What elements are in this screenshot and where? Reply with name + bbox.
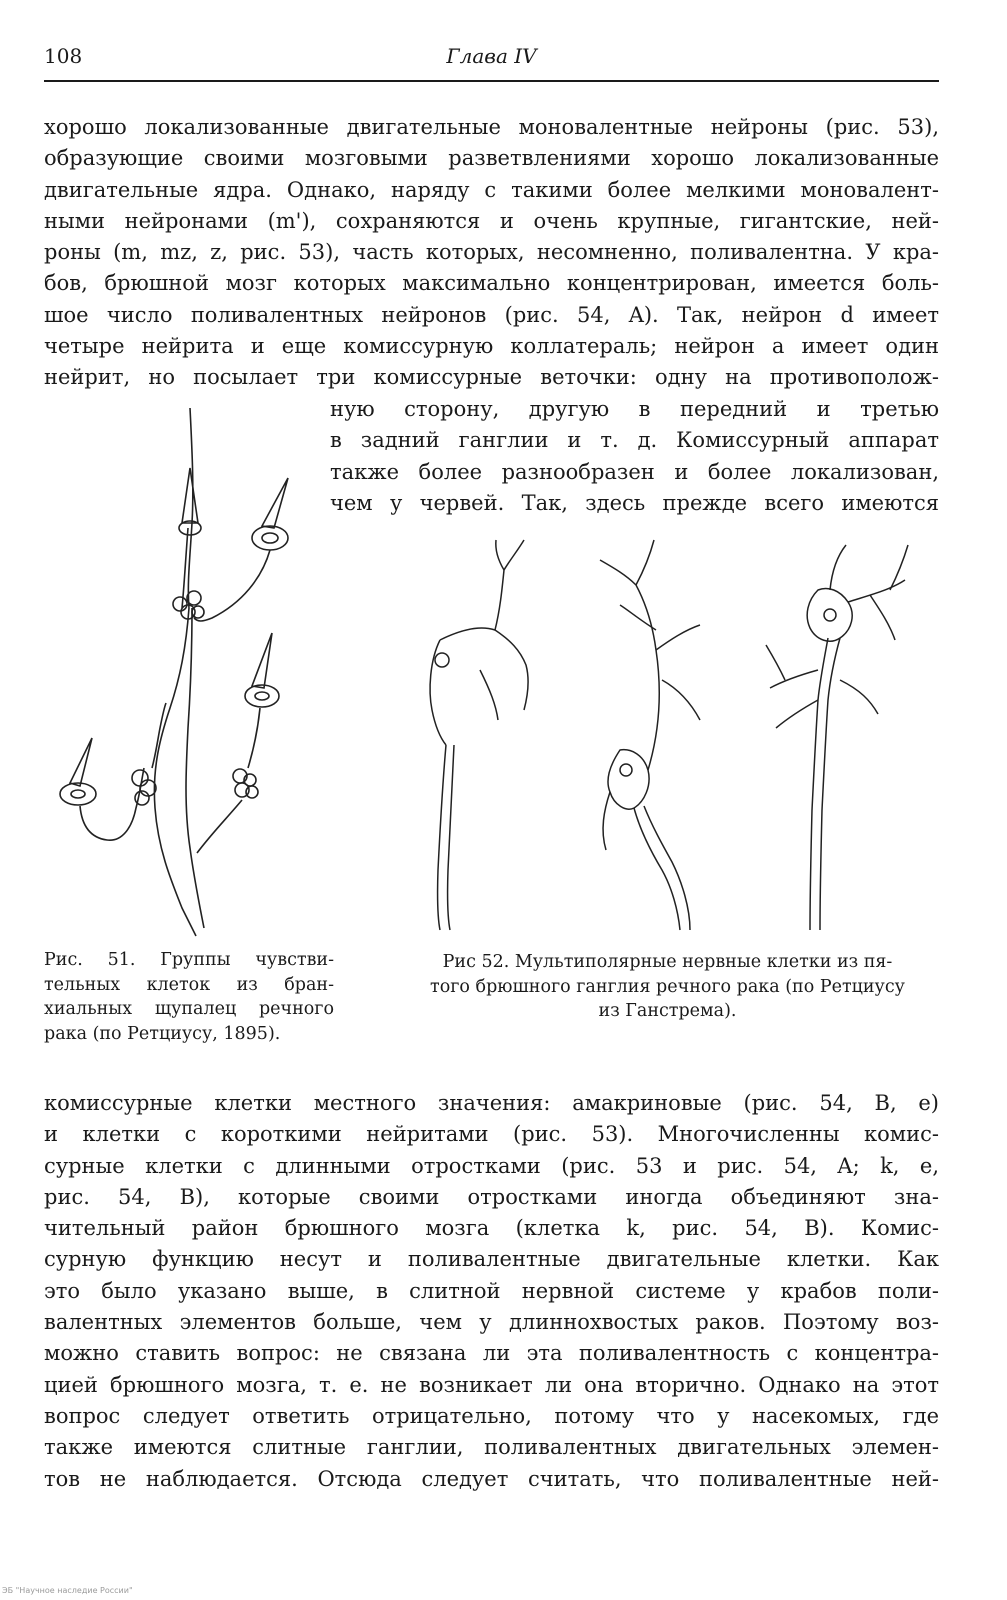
page-number: 108 (44, 44, 83, 68)
text-line: чем у червей. Так, здесь прежде всего имеются (330, 490, 939, 515)
text-line: нейрит, но посылает три комиссурные веточки: одну на противополож- (44, 365, 939, 390)
text-line: роны (m, mz, z, рис. 53), часть которых, несомненно, поливалентна. У кра- (44, 240, 939, 265)
text-line: комиссурные клетки местного значения: амакриновые (рис. 54, B, e) (44, 1091, 939, 1115)
text-line: хорошо локализованные двигательные моновалентные нейроны (рис. 53), (44, 115, 939, 139)
text-line: цией брюшного мозга, т. е. не возникает ли она вторично. Однако на этот (44, 1372, 939, 1397)
text-line: рис. 54, B), которые своими отростками иногда объединяют зна- (44, 1184, 939, 1209)
text-line: можно ставить вопрос: не связана ли эта поливалентность с концентра- (44, 1341, 939, 1366)
text-line: валентных элементов больше, чем у длиннохвостых раков. Поэтому воз- (44, 1310, 939, 1335)
caption-line: того брюшного ганглия речного рака (по Ретциусу (430, 976, 905, 997)
text-line: сурную функцию несут и поливалентные двигательные клетки. Как (44, 1247, 939, 1272)
text-line: вопрос следует ответить отрицательно, потому что у насекомых, где (44, 1403, 939, 1428)
header-rule (44, 80, 939, 82)
figure-52-illustration (400, 530, 930, 945)
text-line: бов, брюшной мозг которых максимально концентрирован, имеется боль- (44, 271, 939, 296)
text-line: четыре нейрита и еще комиссурную коллатераль; нейрон a имеет один (44, 334, 939, 359)
paragraph-top (44, 112, 939, 394)
caption-line: хиальных щупалец речного (44, 999, 334, 1019)
text-line: в задний ганглии и т. д. Комиссурный аппарат (330, 428, 939, 453)
footer-note: ЭБ "Научное наследие России" (2, 1586, 133, 1595)
text-line: двигательные ядра. Однако, наряду с такими более мелкими моновалент- (44, 177, 939, 202)
page-header (44, 44, 939, 74)
text-line: это было указано выше, в слитной нервной системе у крабов поли- (44, 1278, 939, 1303)
text-line: образующие своими мозговыми разветвлениями хорошо локализованные (44, 146, 939, 171)
caption-line: тельных клеток из бран- (44, 974, 334, 995)
caption-line: рака (по Ретциусу, 1895). (44, 1023, 281, 1044)
figure-51-illustration (52, 408, 322, 938)
paragraph-wrapped (330, 394, 939, 519)
caption-line: Рис. 51. Группы чувстви- (44, 950, 334, 970)
caption-line: из Ганстрема). (598, 1001, 737, 1021)
text-line: ными нейронами (m'), сохраняются и очень крупные, гигантские, ней- (44, 208, 939, 233)
paragraph-bottom (44, 1088, 939, 1495)
text-line: чительный район брюшного мозга (клетка k, рис. 54, B). Комис- (44, 1216, 939, 1241)
text-line: также более разнообразен и более локализован, (330, 459, 939, 484)
text-line: также имеются слитные ганглии, поливалентных двигательных элемен- (44, 1435, 939, 1460)
text-line: тов не наблюдается. Отсюда следует считать, что поливалентные ней- (44, 1466, 939, 1491)
text-line: шое число поливалентных нейронов (рис. 54, A). Так, нейрон d имеет (44, 302, 939, 327)
text-line: ную сторону, другую в передний и третью (330, 397, 939, 421)
text-line: сурные клетки с длинными отростками (рис. 53 и рис. 54, A; k, e, (44, 1153, 939, 1178)
caption-line: Рис 52. Мультиполярные нервные клетки из пя- (442, 952, 893, 972)
figure-51-caption (44, 948, 334, 1046)
text-line: и клетки с короткими нейритами (рис. 53). Многочисленны комис- (44, 1122, 939, 1147)
figure-52-caption (395, 950, 940, 1024)
running-head: Глава IV (446, 44, 537, 68)
